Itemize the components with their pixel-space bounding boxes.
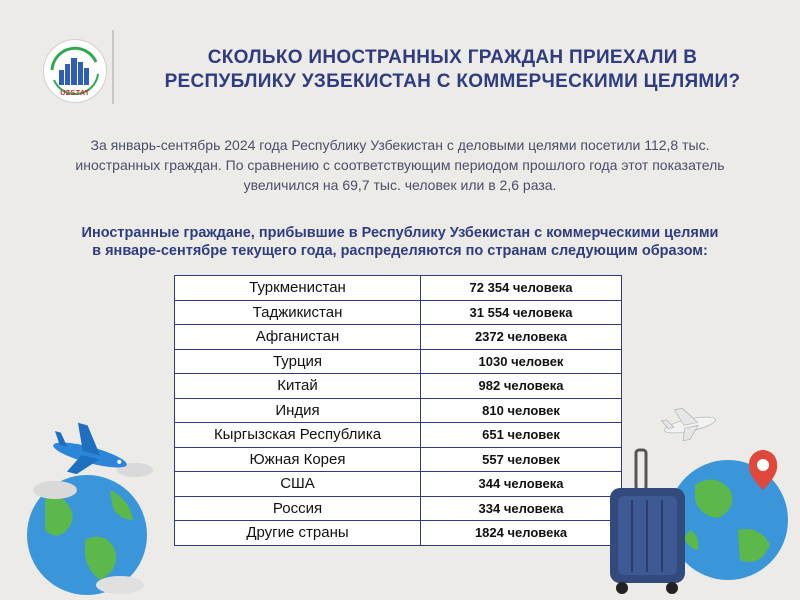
table-row <box>175 398 622 423</box>
table-row <box>175 496 622 521</box>
country-cell: Россия <box>175 496 421 521</box>
country-cell: Турция <box>175 349 421 374</box>
value-cell: 344 человека <box>421 472 622 497</box>
table-row <box>175 447 622 472</box>
page-title <box>120 46 785 94</box>
title-line-2: РЕСПУБЛИКУ УЗБЕКИСТАН С КОММЕРЧЕСКИМИ ЦЕЛЯМИ? <box>164 71 741 92</box>
value-cell: 1824 человека <box>421 521 622 546</box>
country-cell: Афганистан <box>175 325 421 350</box>
country-cell: США <box>175 472 421 497</box>
table-row <box>175 325 622 350</box>
countries-table <box>174 275 622 546</box>
table-row <box>175 349 622 374</box>
table-row <box>175 300 622 325</box>
table-row <box>175 276 622 301</box>
table-row <box>175 521 622 546</box>
intro-line-3: увеличился на 69,7 тыс. человек или в 2,6 раза. <box>243 177 557 193</box>
intro-line-2: иностранных граждан. По сравнению с соответствующим периодом прошлого года этот показатель <box>75 157 725 173</box>
value-cell: 810 человек <box>421 398 622 423</box>
country-cell: Таджикистан <box>175 300 421 325</box>
table-caption <box>30 224 770 260</box>
intro-line-1: За январь-сентябрь 2024 года Республику Узбекистан с деловыми целями посетили 112,8 тыс. <box>90 137 710 153</box>
value-cell: 557 человек <box>421 447 622 472</box>
country-cell: Кыргызская Республика <box>175 423 421 448</box>
logo-text: UZSTAT <box>60 90 90 97</box>
suitcase-globe-illustration <box>600 400 800 600</box>
value-cell: 2372 человека <box>421 325 622 350</box>
value-cell: 334 человека <box>421 496 622 521</box>
table-row <box>175 472 622 497</box>
value-cell: 31 554 человека <box>421 300 622 325</box>
header-divider <box>112 30 114 104</box>
value-cell: 651 человек <box>421 423 622 448</box>
country-cell: Индия <box>175 398 421 423</box>
value-cell: 1030 человек <box>421 349 622 374</box>
country-cell: Китай <box>175 374 421 399</box>
airplane-globe-illustration <box>15 420 175 600</box>
country-cell: Южная Корея <box>175 447 421 472</box>
caption-line-2: в январе-сентябре текущего года, распределяются по странам следующим образом: <box>92 243 708 259</box>
intro-paragraph <box>30 135 770 195</box>
country-cell: Туркменистан <box>175 276 421 301</box>
country-cell: Другие страны <box>175 521 421 546</box>
value-cell: 982 человека <box>421 374 622 399</box>
title-line-1: СКОЛЬКО ИНОСТРАННЫХ ГРАЖДАН ПРИЕХАЛИ В <box>207 47 698 68</box>
uzstat-logo <box>44 40 106 102</box>
caption-line-1: Иностранные граждане, прибывшие в Республику Узбекистан с коммерческими целями <box>81 225 719 241</box>
value-cell: 72 354 человека <box>421 276 622 301</box>
table-row <box>175 374 622 399</box>
header <box>0 0 800 120</box>
table-row <box>175 423 622 448</box>
